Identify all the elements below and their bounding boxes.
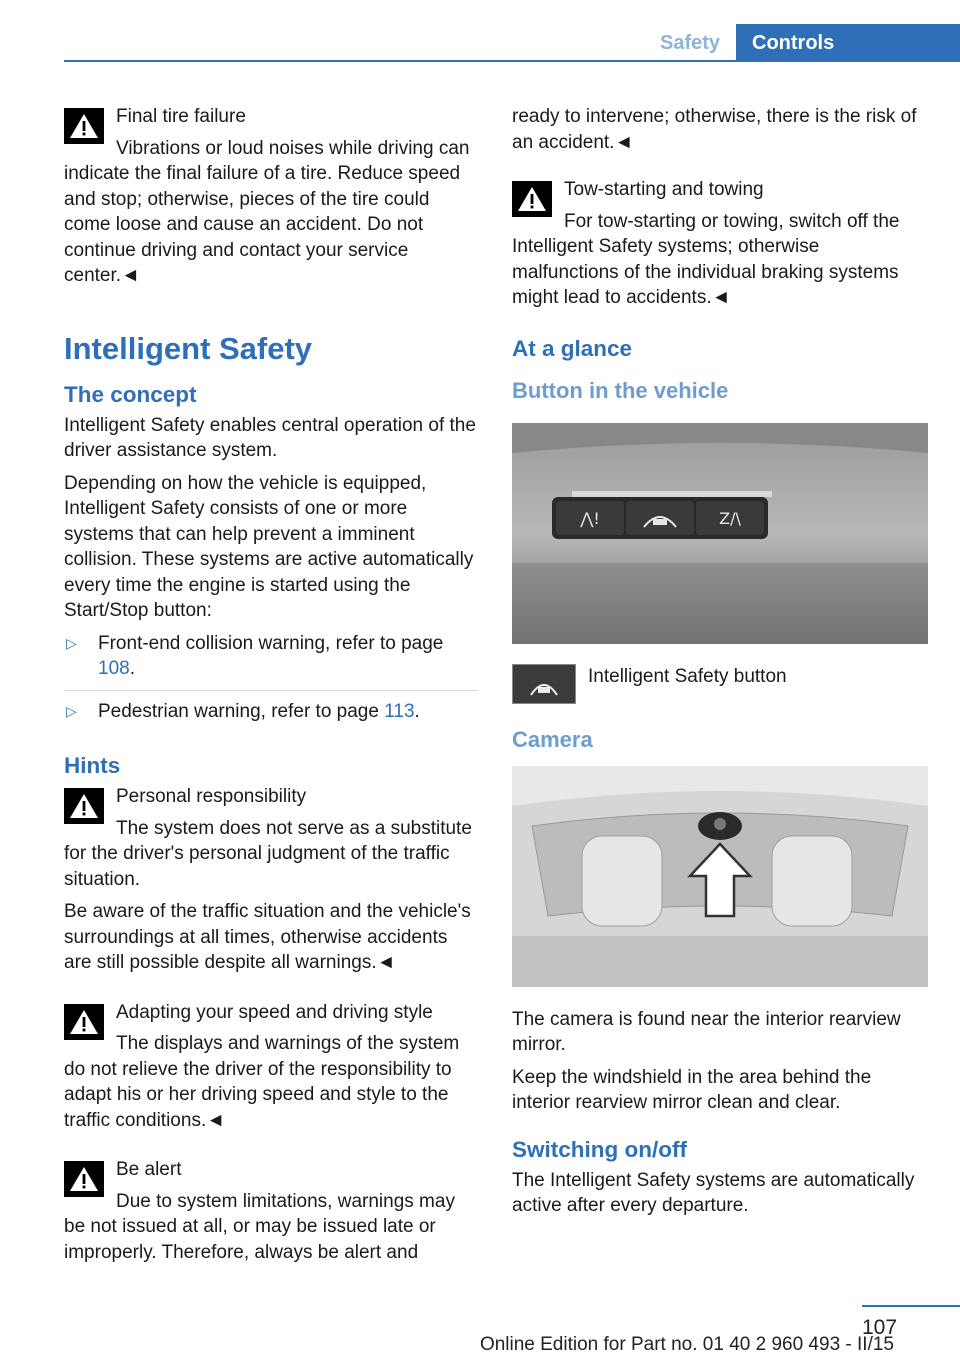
warning-title: Be alert [116,1159,182,1180]
warning-triangle-icon [64,1161,104,1197]
button-panel-photo [512,423,928,644]
warning-body: For tow-starting or towing, switch off the Intelligent Safety systems; otherwise malfunctions of the individual braking systems might lead to accidents.◄ [512,210,900,308]
subheading-button-in-vehicle: Button in the vehicle [512,377,729,403]
continuation-text: ready to intervene; otherwise, there is the risk of an accident.◄ [512,106,917,153]
subheading-at-a-glance: At a glance [512,335,633,361]
warning-body: Vibrations or loud noises while driving can indicate the final failure of a tire. Reduce speed and stop; otherwise, pieces of the tire could come loose and cause an accident. Do not continue driving and contact your service center.◄ [64,137,470,286]
list-item-text: Front-end collision warning, refer to page [98,632,444,654]
warning-adapting-speed [64,1000,478,1134]
list-item [64,699,478,733]
warning-triangle-icon [64,788,104,824]
right-column [512,104,928,1226]
list-item-text: Pedestrian warning, refer to page [98,700,385,722]
list-item [64,631,478,691]
warning-body: The displays and warnings of the system do not relieve the driver of the responsibility to adapt his or her driving speed and style to the traffic conditions.◄ [64,1033,460,1131]
warning-triangle-icon [512,181,552,217]
button-legend-label: Intelligent Safety button [588,665,787,687]
triangle-bullet-icon: ▷ [66,702,77,719]
section-heading-intelligent-safety: Intelligent Safety [64,330,313,366]
subheading-concept: The concept [64,381,197,407]
subheading-switching: Switching on/off [512,1136,687,1162]
triangle-bullet-icon: ▷ [66,634,77,651]
subheading-camera: Camera [512,726,593,752]
camera-paragraph-2: Keep the windshield in the area behind the interior rearview mirror clean and clear. [512,1066,872,1113]
warning-be-alert [64,1157,478,1265]
tab-safety[interactable]: Safety [659,31,721,54]
left-column [64,104,478,1289]
svg-text:⋀!: ⋀! [580,508,600,528]
header-rule [64,60,960,62]
warning-body: Be aware of the traffic situation and the vehicle's surroundings at all times, otherwise accidents are still possible despite all warnings.◄ [64,901,471,973]
edition-note: Online Edition for Part no. 01 40 2 960 493 - II/15 [479,1334,894,1355]
warning-body: The system does not serve as a substitute for the driver's personal judgment of the traffic situation. [64,817,472,890]
warning-tow-starting [512,177,928,311]
concept-paragraph-1: Intelligent Safety enables central operation of the driver assistance system. [64,414,476,461]
page-link-113[interactable]: 113 [384,700,415,722]
warning-final-tire-failure [64,104,478,289]
warning-triangle-icon [64,108,104,144]
switch-paragraph-1: The Intelligent Safety systems are automatically active after every departure. [512,1169,915,1216]
list-item-end: . [129,658,135,679]
warning-triangle-icon [64,1004,104,1040]
system-list [64,631,478,733]
tab-controls[interactable]: Controls [736,24,960,62]
page-number: 107 [862,1316,898,1339]
warning-personal-responsibility [64,784,478,976]
camera-paragraph-1: The camera is found near the interior rearview mirror. [512,1008,901,1055]
concept-paragraph-2: Depending on how the vehicle is equipped, Intelligent Safety consists of one or more systems that can help prevent a imminent collision. These systems are active automatically every time the engine is started using the Start/Stop button: [64,472,474,621]
svg-text:Z/\: Z/\ [719,508,741,528]
warning-title: Final tire failure [116,106,246,127]
button-legend [512,664,928,704]
warning-title: Personal responsibility [116,786,307,807]
footer-rule [862,1305,960,1307]
page-link-108[interactable]: 108 [98,658,130,679]
subheading-hints: Hints [64,753,121,778]
warning-title: Tow-starting and towing [564,179,764,200]
warning-body: Due to system limitations, warnings may be not issued at all, or may be issued late or improperly. Therefore, always be alert and [64,1190,455,1263]
list-item-end: . [414,700,420,722]
warning-title: Adapting your speed and driving style [116,1001,433,1023]
intelligent-safety-button-icon [512,664,576,704]
camera-photo [512,766,928,987]
